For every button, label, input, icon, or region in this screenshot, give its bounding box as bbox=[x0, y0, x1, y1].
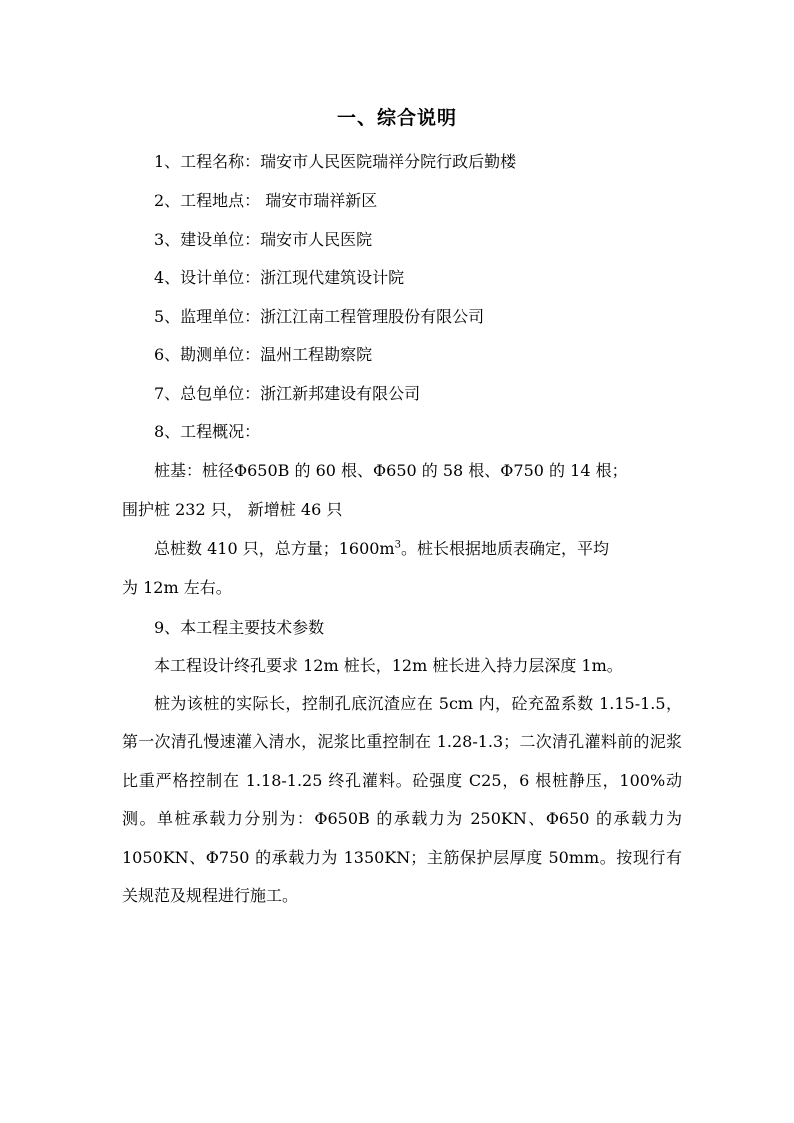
total-pile-text: 总桩数 410 只，总方量；1600m bbox=[154, 539, 395, 558]
pile-length-text: 。桩长根据地质表确定，平均 bbox=[400, 539, 609, 558]
item-supervision-unit: 5、监理单位：浙江江南工程管理股份有限公司 bbox=[154, 307, 485, 326]
item-project-location: 2、工程地点： 瑞安市瑞祥新区 bbox=[154, 191, 378, 210]
item-project-overview: 8、工程概况： bbox=[154, 422, 261, 441]
page-title: 一、综合说明 bbox=[336, 107, 457, 129]
item-design-unit: 4、设计单位：浙江现代建筑设计院 bbox=[154, 268, 405, 287]
cubic-superscript: 3 bbox=[394, 539, 401, 551]
item-general-contractor: 7、总包单位：浙江新邦建设有限公司 bbox=[154, 384, 421, 403]
average-length-line: 为 12m 左右。 bbox=[122, 578, 232, 597]
item-construction-unit: 3、建设单位：瑞安市人民医院 bbox=[154, 230, 373, 249]
item-survey-unit: 6、勘测单位：温州工程勘察院 bbox=[154, 345, 373, 364]
pile-description-line: 桩基：桩径Φ650B 的 60 根、Φ650 的 58 根、Φ750 的 14 根； bbox=[154, 461, 628, 480]
item-technical-parameters: 9、本工程主要技术参数 bbox=[154, 618, 325, 637]
retaining-pile-line: 围护桩 232 只， 新增桩 46 只 bbox=[122, 500, 343, 519]
technical-paragraph: 桩为该桩的实际长，控制孔底沉渣应在 5cm 内，砼充盈系数 1.15-1.5，第一次清孔慢速灌入清水，泥浆比重控制在 1.28-1.3；二次清孔灌料前的泥浆比重严格控制在 1.18-1.25 终孔灌料。砼强度 C25，6 根桩静压，100%动测。单桩承载力分别为：Φ650B 的承载力为 250KN、Φ650 的承载力为 1050KN、Φ750 的承载力为 1350KN；主筋保护层厚度 50mm。按现行有关规范及规程进行施工。 bbox=[122, 694, 682, 906]
total-pile-line bbox=[154, 537, 609, 561]
design-requirement-line: 本工程设计终孔要求 12m 桩长，12m 桩长进入持力层深度 1m。 bbox=[154, 656, 623, 675]
item-project-name: 1、工程名称：瑞安市人民医院瑞祥分院行政后勤楼 bbox=[154, 152, 517, 171]
